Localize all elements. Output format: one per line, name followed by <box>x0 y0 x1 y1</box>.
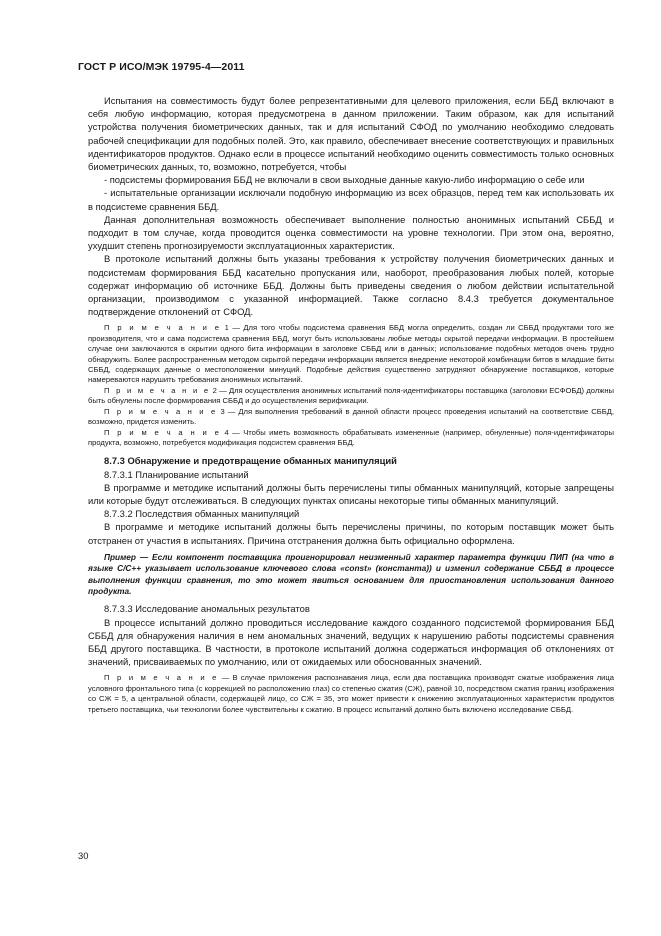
paragraph-1: Испытания на совместимость будут более репрезентативными для целевого приложения, если ББД включают в себя любую информацию, которая предусмотрена в данном приложении. Таким образом, как для испытаний устройства получения биометрических данных, так и для испытаний СФОД по умолчанию необходимо следовать рабочей спецификации для подобных полей. Это, как правило, обеспечивает внесение соответствующих и правильных идентификаторов продуктов. Однако если в процессе испытаний необходимо оценить совместимость только основных биометрических данных, то, возможно, потребуется, чтобы <box>88 95 614 173</box>
paragraph-3: В протоколе испытаний должны быть указаны требования к устройству получения биометрических данных и подсистемам формирования ББД касательно пропускания или, наоборот, преобразования любых полей, которые содержат информацию об источнике ББД. Должны быть приведены сведения о любом действии испытательной организации, производимом с указанной информацией. Также согласно 8.4.3 требуется документальное подтверждение отклонений от СФОД. <box>88 253 614 318</box>
note-text: Для того чтобы подсистема сравнения ББД могла определить, создан ли СББД продуктами того же производителя, что и сама подсистема сравнения ББД, могут быть использованы любые методы скрытой передачи информации. В простейшем случае они заключаются в скрытии одного бита информации в заголовке СББД или в данных; использование подобных методов очень трудно обнаружить. Более распространенным методом скрытой передачи информации является внедрение некоторой комбинации битов в младшие биты СББД, содержащих данные о местоположении минуций. Подобные действия существенно затрудняют обнаружение поставщиков, которые намереваются нарушить требования анонимных испытаний. <box>88 323 614 385</box>
page-body <box>88 94 614 715</box>
note-text: В случае приложения распознавания лица, если два поставщика производят сжатые изображения лица условного фронтального типа (с коррекцией по расположению глаз) со степенью сжатия (СЖ), равной 10, посредством сжатия границ изображения со СЖ = 5, а центральной области, содержащей лицо, со СЖ = 35, это может привести к снижению эксплуатационных характеристик продуктов третьего поставщика, чьи технологии более чувствительны к сжатию. В процесс испытаний должно быть включено исследование СББД. <box>88 673 614 714</box>
note-label: П р и м е ч а н и е <box>104 406 218 416</box>
note-2 <box>88 386 614 407</box>
running-header: ГОСТ Р ИСО/МЭК 19795-4—2011 <box>78 61 245 73</box>
subsection-text-3: В процессе испытаний должно проводиться исследование каждого созданного подсистемой формирования ББД СББД для обнаружения наличия в нем аномальных значений, ведущих к нарушению работы подсистемы сравнения ББД другого поставщика. В частности, в протоколе испытаний должна содержаться информация об отклонениях от значений, присваиваемых по умолчанию, или от ожидаемых или обоснованных значений. <box>88 616 614 668</box>
example-block: Пример — Если компонент поставщика проигнорировал неизменный характер параметра функции ПИП (на что в языке C/C++ указывает использование ключевого слова «const» (константа)) и изменил содержание СББД в процессе выполнения функции сравнения, то это может явиться основанием для приостановления использования данного продукта. <box>88 551 614 596</box>
list-item: - испытательные организации исключали подобную информацию из всех образцов, перед тем как использовать их в подсистеме сравнения ББД. <box>88 187 614 212</box>
note-final <box>88 673 614 715</box>
note-label: П р и м е ч а н и е <box>104 673 219 683</box>
section-title: 8.7.3 Обнаружение и предотвращение обманных манипуляций <box>104 455 397 467</box>
note-number: 4 — <box>224 427 244 437</box>
note-number: 1 — <box>224 323 244 333</box>
note-number: 2 — <box>212 385 229 395</box>
note-dash: — <box>218 673 233 683</box>
note-label: П р и м е ч а н и е <box>104 427 222 437</box>
subsection-title-3: 8.7.3.3 Исследование аномальных результатов <box>104 603 310 615</box>
subsection-text-1: В программе и методике испытаний должны быть перечислены типы обманных манипуляций, которые запрещены или которые будут отслеживаться. В следующих пунктах описаны некоторые типы обманных манипуляций. <box>88 481 614 506</box>
note-number: 3 — <box>220 406 239 416</box>
subsection-text-2: В программе и методике испытаний должны быть перечислены причины, по которым поставщик может быть отстранен от участия в испытаниях. Причина отстранения должна быть официально оформлена. <box>88 521 614 546</box>
note-text: Для осуществления анонимных испытаний поля-идентификаторы поставщика (заголовки ЕСФОБД) должны быть обнулены после формирования СББД и до осуществления верификации. <box>88 385 614 406</box>
subsection-title-1: 8.7.3.1 Планирование испытаний <box>104 468 249 480</box>
note-1 <box>88 323 614 385</box>
note-label: П р и м е ч а н и е <box>104 385 211 395</box>
paragraph-2: Данная дополнительная возможность обеспечивает выполнение полностью анонимных испытаний СББД и подходит в том случае, когда проводится оценка совместимости на уровне технологии. При этом она, вероятно, ухудшит степень прогнозируемости эксплуатационных характеристик. <box>88 213 614 252</box>
note-3 <box>88 407 614 428</box>
note-text: Чтобы иметь возможность обрабатывать измененные (например, обнуленные) поля-идентификаторы продукта, возможно, потребуется модификация подсистем сравнения ББД. <box>88 427 614 447</box>
note-label: П р и м е ч а н и е <box>104 323 222 333</box>
note-4 <box>88 428 614 449</box>
subsection-title-2: 8.7.3.2 Последствия обманных манипуляций <box>104 508 300 520</box>
note-text: Для выполнения требований в данной области процесс проведения испытаний на соответствие СББД, возможно, придется изменить. <box>88 406 614 427</box>
page-number: 30 <box>78 850 89 861</box>
list-item: - подсистемы формирования ББД не включали в свои выходные данные какую-либо информацию о себе или <box>104 174 585 186</box>
